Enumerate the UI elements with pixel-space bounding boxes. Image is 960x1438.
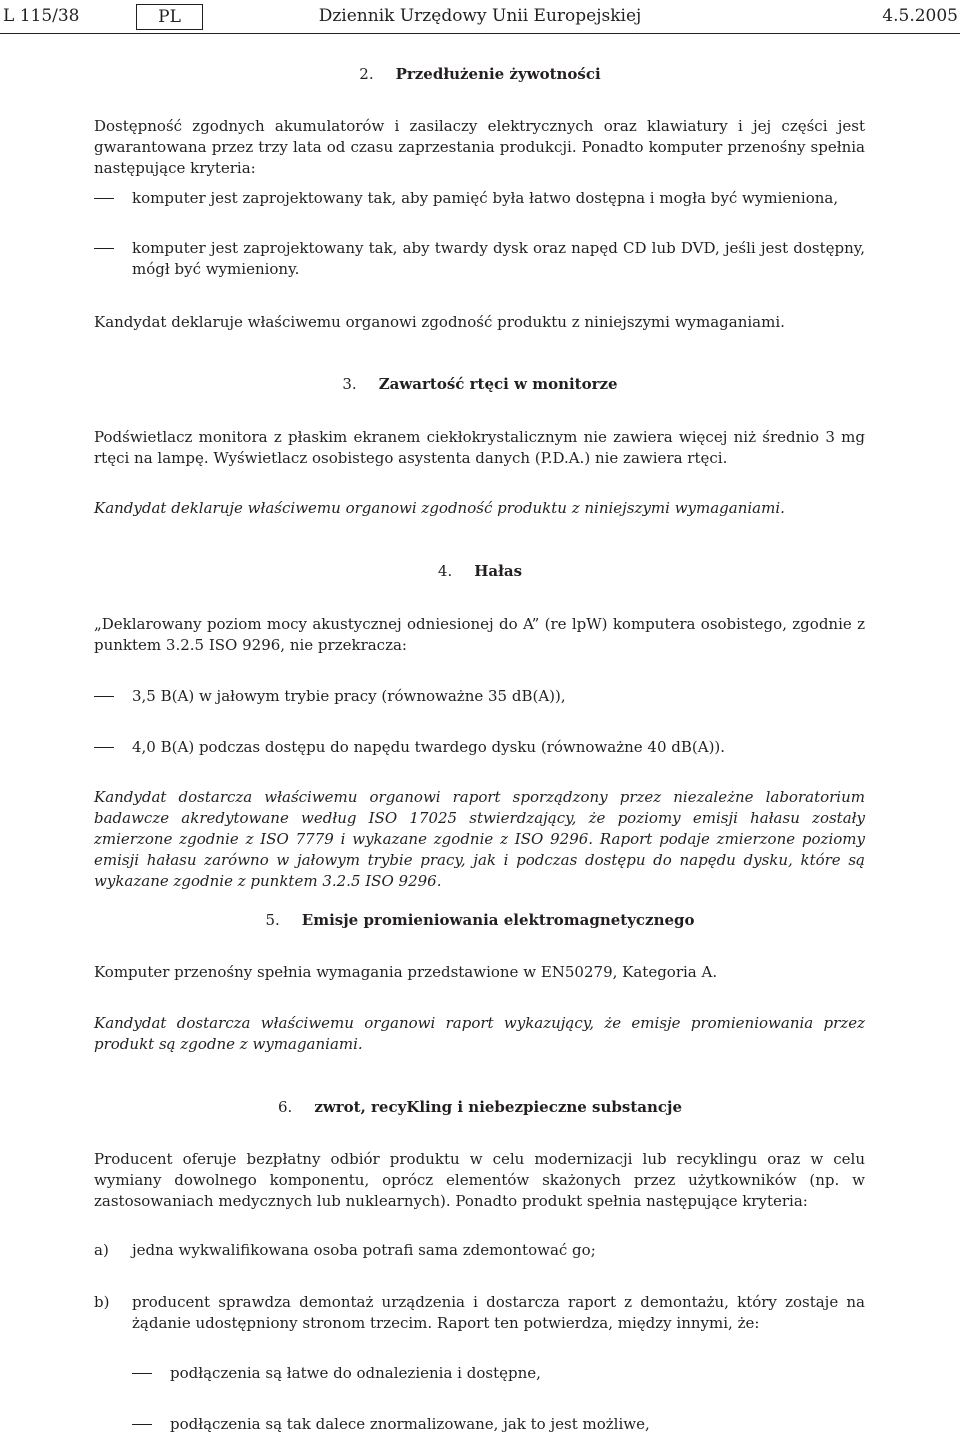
section-title: Zawartość rtęci w monitorze — [378, 375, 618, 393]
list-item-text: podłączenia są łatwe do odnalezienia i dostępne, — [170, 1364, 541, 1382]
section-title: Hałas — [474, 562, 523, 580]
section-number: 3. — [342, 375, 357, 393]
section-number: 6. — [278, 1098, 293, 1116]
list-item-text: 4,0 B(A) podczas dostępu do napędu twardego dysku (równoważne 40 dB(A)). — [132, 738, 726, 756]
section-title: Emisje promieniowania elektromagnetycznego — [301, 911, 695, 929]
dash-marker — [94, 696, 114, 697]
italic-paragraph: Kandydat dostarcza właściwemu organowi raport wykazujący, że emisje promieniowania przez produkt są zgodne z wymaganiami. — [94, 1014, 865, 1053]
section-3-heading — [0, 374, 960, 395]
paragraph: Producent oferuje bezpłatny odbiór produktu w celu modernizacji lub recyklingu oraz w celu wymiany dowolnego komponentu, oprócz elementów skażonych przez użytkowników (np. w zastosowaniach medycznych lub nuklearnych). Ponadto produkt spełnia następujące kryteria: — [94, 1150, 865, 1210]
section-number: 4. — [437, 562, 453, 580]
section-5-heading — [0, 910, 960, 931]
journal-title: Dziennik Urzędowy Unii Europejskiej — [318, 6, 642, 26]
section-number: 5. — [265, 911, 280, 929]
paragraph: „Deklarowany poziom mocy akustycznej odniesionej do A” (re lpW) komputera osobistego, zgodnie z punktem 3.2.5 ISO 9296, nie przekracza: — [94, 615, 865, 654]
language-code: PL — [136, 4, 203, 30]
section-2-heading — [0, 64, 960, 85]
header-rule — [0, 33, 960, 34]
list-item-text: komputer jest zaprojektowany tak, aby twardy dysk oraz napęd CD lub DVD, jeśli jest dostępny, mógł być wymieniony. — [132, 239, 865, 278]
section-6-heading — [0, 1097, 960, 1118]
list-item-text: komputer jest zaprojektowany tak, aby pamięć była łatwo dostępna i mogła być wymieniona, — [132, 189, 839, 207]
publication-date: 4.5.2005 — [882, 6, 958, 26]
section-title: zwrot, recyKling i niebezpieczne substancje — [314, 1098, 682, 1116]
paragraph: Komputer przenośny spełnia wymagania przedstawione w EN50279, Kategoria A. — [94, 963, 718, 981]
list-item-text: podłączenia są tak dalece znormalizowane, jak to jest możliwe, — [170, 1415, 650, 1433]
paragraph: Kandydat deklaruje właściwemu organowi zgodność produktu z niniejszymi wymaganiami. — [94, 313, 785, 331]
list-item-text: producent sprawdza demontaż urządzenia i dostarcza raport z demontażu, który zostaje na żądanie udostępniony stronom trzecim. Raport ten potwierdza, między innymi, że: — [132, 1293, 865, 1332]
paragraph: Podświetlacz monitora z płaskim ekranem ciekłokrystalicznym nie zawiera więcej niż średnio 3 mg rtęci na lampę. Wyświetlacz osobistego asystenta danych (P.D.A.) nie zawiera rtęci. — [94, 428, 865, 467]
list-marker: b) — [94, 1293, 110, 1311]
paragraph: Dostępność zgodnych akumulatorów i zasilaczy elektrycznych oraz klawiatury i jej części jest gwarantowana przez trzy lata od czasu zaprzestania produkcji. Ponadto komputer przenośny spełnia następujące kryteria: — [94, 117, 865, 177]
page-number: L 115/38 — [3, 6, 80, 26]
list-marker: a) — [94, 1241, 109, 1259]
dash-marker — [132, 1424, 152, 1425]
italic-paragraph: Kandydat deklaruje właściwemu organowi zgodność produktu z niniejszymi wymaganiami. — [94, 499, 785, 517]
italic-paragraph: Kandydat dostarcza właściwemu organowi raport sporządzony przez niezależne laboratorium badawcze akredytowane według ISO 17025 stwierdzający, że poziomy emisji hałasu zostały zmierzone zgodnie z ISO 7779 i wykazane zgodnie z ISO 9296. Raport podaje zmierzone poziomy emisji hałasu zarówno w jałowym trybie pracy, jak i podczas dostępu do napędu dysku, które są wykazane zgodnie z punktem 3.2.5 ISO 9296. — [94, 788, 865, 890]
section-4-heading — [0, 561, 960, 582]
list-item-text: jedna wykwalifikowana osoba potrafi sama zdemontować go; — [132, 1241, 596, 1259]
dash-marker — [94, 248, 114, 249]
list-item-text: 3,5 B(A) w jałowym trybie pracy (równoważne 35 dB(A)), — [132, 687, 566, 705]
section-number: 2. — [359, 65, 374, 83]
page-header — [0, 3, 960, 31]
dash-marker — [132, 1373, 152, 1374]
section-title: Przedłużenie żywotności — [395, 65, 601, 83]
dash-marker — [94, 198, 114, 199]
dash-marker — [94, 747, 114, 748]
